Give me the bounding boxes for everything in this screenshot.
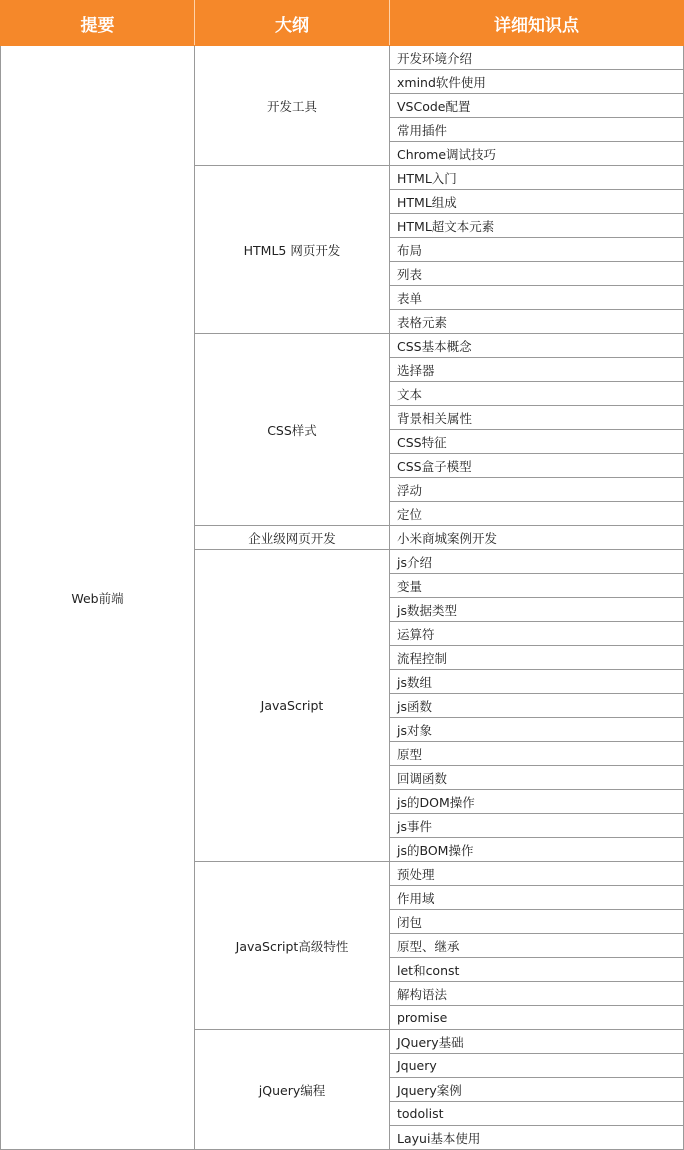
detail-cell: JQuery基础: [390, 1030, 684, 1054]
outline-cell: CSS样式: [195, 334, 390, 526]
detail-cell: 小米商城案例开发: [390, 526, 684, 550]
detail-cell: 作用域: [390, 886, 684, 910]
detail-cell: js数组: [390, 670, 684, 694]
detail-cell: js的DOM操作: [390, 790, 684, 814]
detail-cell: todolist: [390, 1102, 684, 1126]
detail-cell: CSS特征: [390, 430, 684, 454]
detail-cell: 文本: [390, 382, 684, 406]
outline-cell: HTML5 网页开发: [195, 166, 390, 334]
detail-cell: Chrome调试技巧: [390, 142, 684, 166]
detail-cell: 原型、继承: [390, 934, 684, 958]
detail-cell: HTML组成: [390, 190, 684, 214]
outline-cell: jQuery编程: [195, 1030, 390, 1150]
detail-cell: CSS基本概念: [390, 334, 684, 358]
detail-cell: js介绍: [390, 550, 684, 574]
header-row: [1, 1, 684, 46]
detail-cell: Jquery案例: [390, 1078, 684, 1102]
detail-cell: 回调函数: [390, 766, 684, 790]
detail-cell: 流程控制: [390, 646, 684, 670]
detail-cell: js的BOM操作: [390, 838, 684, 862]
header-summary: 提要: [1, 1, 195, 46]
detail-cell: 常用插件: [390, 118, 684, 142]
detail-cell: js对象: [390, 718, 684, 742]
detail-cell: js数据类型: [390, 598, 684, 622]
summary-cell: Web前端: [1, 46, 195, 1150]
detail-cell: promise: [390, 1006, 684, 1030]
detail-cell: VSCode配置: [390, 94, 684, 118]
detail-cell: 闭包: [390, 910, 684, 934]
table-body: [1, 46, 684, 1150]
detail-cell: HTML超文本元素: [390, 214, 684, 238]
detail-cell: js事件: [390, 814, 684, 838]
detail-cell: 预处理: [390, 862, 684, 886]
detail-cell: 原型: [390, 742, 684, 766]
outline-cell: JavaScript: [195, 550, 390, 862]
outline-cell: 开发工具: [195, 46, 390, 166]
detail-cell: HTML入门: [390, 166, 684, 190]
detail-cell: Layui基本使用: [390, 1126, 684, 1150]
detail-cell: 布局: [390, 238, 684, 262]
detail-cell: 浮动: [390, 478, 684, 502]
detail-cell: 列表: [390, 262, 684, 286]
detail-cell: CSS盒子模型: [390, 454, 684, 478]
detail-cell: Jquery: [390, 1054, 684, 1078]
detail-cell: js函数: [390, 694, 684, 718]
detail-cell: let和const: [390, 958, 684, 982]
outline-cell: JavaScript高级特性: [195, 862, 390, 1030]
detail-cell: 背景相关属性: [390, 406, 684, 430]
header-details: 详细知识点: [390, 1, 684, 46]
table-row: [1, 46, 684, 70]
detail-cell: 开发环境介绍: [390, 46, 684, 70]
detail-cell: 定位: [390, 502, 684, 526]
detail-cell: 变量: [390, 574, 684, 598]
detail-cell: 表格元素: [390, 310, 684, 334]
outline-cell: 企业级网页开发: [195, 526, 390, 550]
detail-cell: xmind软件使用: [390, 70, 684, 94]
header-outline: 大纲: [195, 1, 390, 46]
detail-cell: 解构语法: [390, 982, 684, 1006]
detail-cell: 运算符: [390, 622, 684, 646]
detail-cell: 表单: [390, 286, 684, 310]
detail-cell: 选择器: [390, 358, 684, 382]
